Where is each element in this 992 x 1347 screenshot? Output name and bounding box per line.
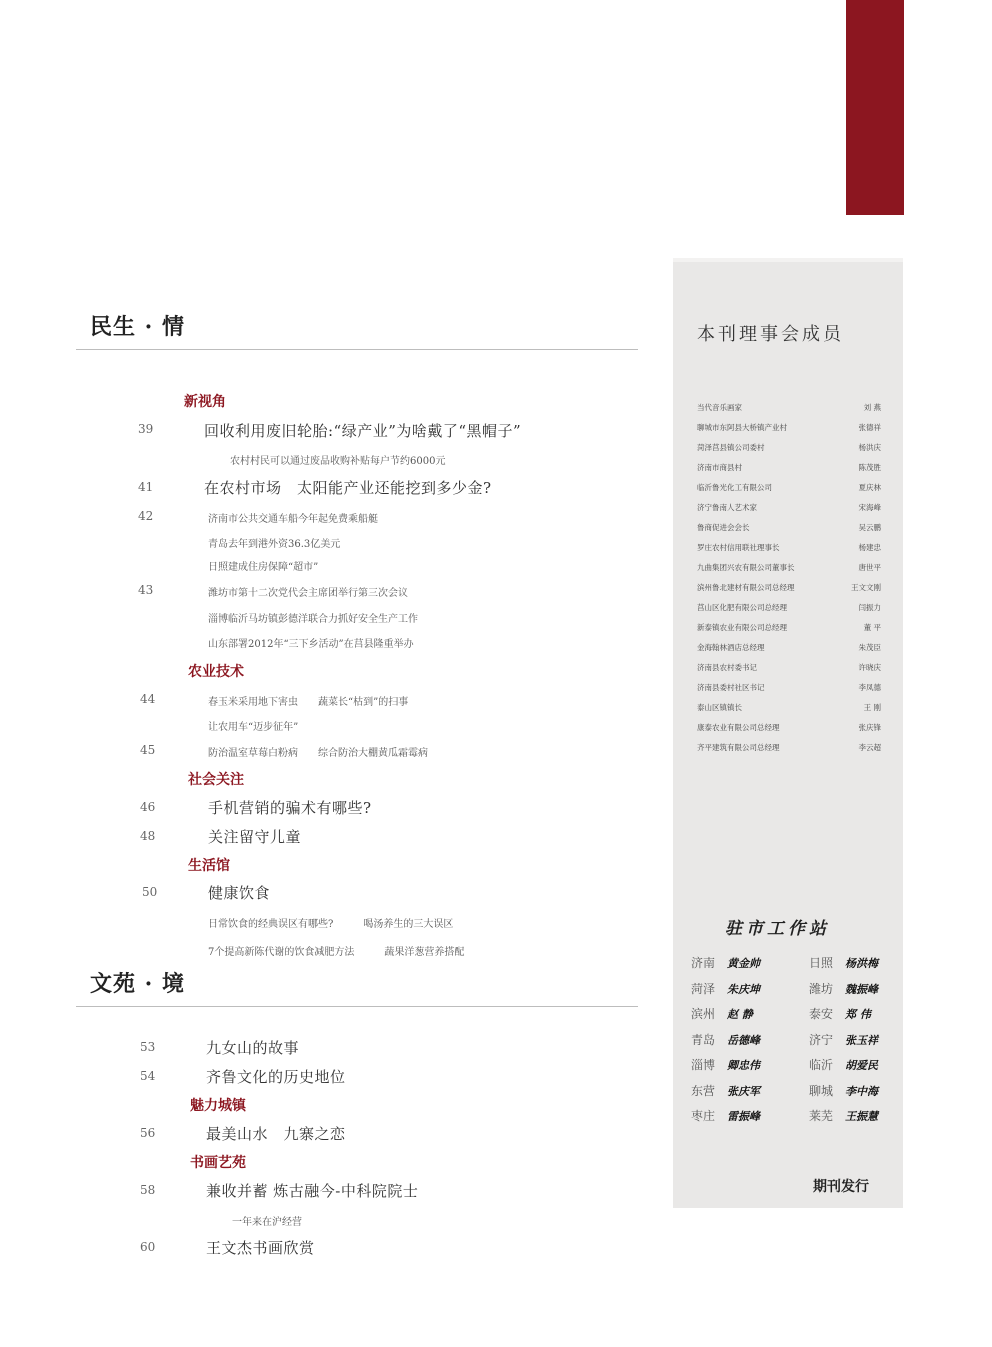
- toc-entry-subtitle[interactable]: 济南市公共交通车船今年起免费乘船艇: [208, 514, 378, 525]
- station-city: 莱芜: [809, 1109, 834, 1123]
- member-org: 康泰农业有限公司总经理: [697, 723, 780, 732]
- member-name: 董 平: [863, 623, 881, 632]
- member-name: 宋海峰: [858, 503, 881, 512]
- station-city: 菏泽: [691, 981, 716, 996]
- member-name: 刘 燕: [863, 403, 881, 412]
- station-entry: [809, 954, 878, 971]
- category-shuhua: 书画艺苑: [190, 1155, 246, 1171]
- section-header-minsheng: [76, 310, 638, 350]
- page-number: 56: [140, 1126, 156, 1140]
- station-entry: [809, 1005, 871, 1022]
- page-number: 39: [138, 422, 154, 436]
- sidebar-title: 本刊理事会成员: [697, 324, 844, 345]
- member-org: 济南市商县村: [697, 463, 742, 472]
- member-org: 当代音乐画家: [697, 403, 742, 412]
- toc-entry-subtitle[interactable]: 日照建成住房保障“超市”: [208, 562, 319, 573]
- station-person: 魏振峰: [845, 982, 878, 996]
- toc-entry-subtitle[interactable]: 7个提高新陈代谢的饮食减肥方法 蔬果洋葱营养搭配: [208, 947, 465, 958]
- toc-entry-title[interactable]: 兼收并蓄 炼古融今-中科院院士: [206, 1182, 419, 1200]
- station-entry: [691, 1005, 753, 1022]
- member-org: 泰山区镇镇长: [697, 703, 742, 712]
- station-person: 黄金帅: [727, 957, 760, 970]
- station-city: 泰安: [809, 1007, 834, 1021]
- category-meili: 魅力城镇: [190, 1098, 246, 1114]
- station-city: 日照: [809, 956, 834, 970]
- member-name: 夏庆林: [858, 483, 881, 492]
- member-org: 聊城市东阿县大桥镇产业村: [697, 423, 787, 432]
- section-title: 民生 · 情: [90, 314, 185, 340]
- station-person: 郑 伟: [845, 1008, 871, 1021]
- station-person: 张玉祥: [845, 1033, 878, 1047]
- station-city: 临沂: [809, 1058, 834, 1072]
- member-name: 朱茂臣: [858, 643, 881, 652]
- member-org: 菏泽莒县镇公司委村: [697, 443, 765, 452]
- page-number: 43: [138, 583, 154, 597]
- station-city: 淄博: [691, 1058, 716, 1072]
- page-number: 44: [140, 692, 156, 706]
- station-person: 张庆军: [727, 1084, 760, 1098]
- member-org: 九曲集团兴农有限公司董事长: [697, 563, 795, 572]
- category-xinshijiao: 新视角: [184, 394, 226, 410]
- toc-entry-subtitle[interactable]: 让农用车“迈步征年”: [208, 722, 299, 733]
- station-person: 雷振峰: [727, 1110, 760, 1123]
- station-person: 卿忠伟: [727, 1059, 760, 1072]
- page-number: 54: [140, 1069, 156, 1083]
- member-name: 杨建忠: [858, 543, 881, 552]
- toc-entry-title[interactable]: 在农村市场 太阳能产业还能挖到多少金?: [204, 479, 492, 497]
- toc-entry-title[interactable]: 回收利用废旧轮胎:“绿产业”为啥戴了“黑帽子”: [204, 422, 522, 440]
- station-person: 朱庆坤: [727, 982, 760, 996]
- member-name: 王文文刚: [851, 583, 881, 592]
- page-number: 42: [138, 509, 154, 523]
- toc-entry-subtitle: 一年来在沪经营: [232, 1217, 302, 1228]
- category-nongye: 农业技术: [188, 664, 244, 680]
- category-shenghuo: 生活馆: [188, 858, 230, 874]
- toc-entry-subtitle[interactable]: 青岛去年到港外资36.3亿美元: [208, 539, 341, 550]
- member-org: 济宁鲁南人艺术家: [697, 503, 757, 512]
- member-name: 李云超: [858, 743, 881, 752]
- member-org: 鲁商促进会会长: [697, 523, 750, 532]
- station-person: 李中海: [845, 1084, 878, 1098]
- station-entry: [809, 1031, 878, 1048]
- station-city: 济南: [691, 956, 716, 970]
- member-org: 莒山区化肥有限公司总经理: [697, 603, 787, 612]
- toc-entry-title[interactable]: 手机营销的骗术有哪些?: [208, 799, 372, 817]
- toc-entry-title[interactable]: 健康饮食: [208, 884, 271, 902]
- station-entry: [809, 1107, 878, 1124]
- station-city: 滨州: [691, 1007, 716, 1021]
- station-entry: [809, 1056, 878, 1073]
- toc-entry-subtitle[interactable]: 潍坊市第十二次党代会主席团举行第三次会议: [208, 588, 408, 599]
- toc-entry-subtitle[interactable]: 日常饮食的经典误区有哪些? 喝汤养生的三大误区: [208, 919, 454, 930]
- category-shehui: 社会关注: [188, 772, 244, 788]
- station-city: 枣庄: [691, 1109, 716, 1123]
- member-name: 王 刚: [863, 703, 881, 712]
- station-city: 聊城: [809, 1083, 834, 1098]
- page-number: 41: [138, 480, 154, 494]
- station-title: 驻市工作站: [725, 919, 830, 939]
- page-number: 50: [142, 885, 158, 899]
- station-entry: [809, 1082, 878, 1099]
- station-entry: [691, 1056, 760, 1073]
- member-name: 吴云鹏: [858, 523, 881, 532]
- station-entry: [691, 980, 760, 997]
- publisher-logo: 期刊发行: [813, 1179, 869, 1195]
- toc-entry-subtitle[interactable]: 春玉米采用地下害虫 蔬菜长“枯到”的扫事: [208, 697, 409, 708]
- toc-entry-title[interactable]: 最美山水 九寨之恋: [206, 1125, 346, 1143]
- toc-entry-title[interactable]: 关注留守儿童: [208, 828, 302, 846]
- member-name: 闫振力: [858, 603, 881, 612]
- member-name: 许晓庆: [858, 663, 881, 672]
- station-person: 杨洪梅: [845, 957, 878, 970]
- toc-entry-subtitle[interactable]: 山东部署2012年“三下乡活动”在莒县隆重举办: [208, 639, 414, 650]
- member-org: 济南县农村委书记: [697, 663, 757, 672]
- station-person: 胡爱民: [845, 1059, 878, 1072]
- station-person: 岳德峰: [727, 1033, 760, 1047]
- member-name: 张庆锋: [858, 723, 881, 732]
- toc-entry-subtitle: 农村村民可以通过废品收购补贴每户节约6000元: [230, 456, 446, 467]
- toc-entry-title[interactable]: 王文杰书画欣赏: [206, 1239, 315, 1257]
- station-city: 青岛: [691, 1032, 716, 1047]
- station-entry: [809, 980, 878, 997]
- section-header-wenyuan: [76, 967, 638, 1007]
- member-name: 杨洪庆: [858, 443, 881, 452]
- member-org: 罗庄农村信用联社理事长: [697, 543, 780, 552]
- member-org: 金海翰林酒店总经理: [697, 643, 765, 652]
- member-name: 陈茂胜: [858, 463, 881, 472]
- toc-entry-title[interactable]: 九女山的故事: [206, 1039, 300, 1057]
- station-city: 东营: [691, 1083, 716, 1098]
- station-entry: [691, 1031, 760, 1048]
- member-org: 滨州鲁北建材有限公司总经理: [697, 583, 795, 592]
- station-entry: [691, 954, 760, 971]
- sidebar-panel: [673, 258, 903, 1208]
- member-name: 张德祥: [858, 423, 881, 432]
- station-person: 赵 静: [727, 1008, 753, 1021]
- toc-entry-title[interactable]: 齐鲁文化的历史地位: [206, 1068, 346, 1086]
- station-entry: [691, 1082, 760, 1099]
- station-city: 潍坊: [809, 981, 834, 996]
- page-number: 48: [140, 829, 156, 843]
- toc-entry-subtitle[interactable]: 防治温室草莓白粉病 综合防治大棚黄瓜霜霉病: [208, 748, 428, 759]
- member-name: 李凤德: [858, 683, 881, 692]
- station-city: 济宁: [809, 1032, 834, 1047]
- member-name: 唐世平: [858, 563, 881, 572]
- page-number: 60: [140, 1240, 156, 1254]
- page-number: 45: [140, 743, 156, 757]
- member-org: 济南县委村社区书记: [697, 683, 765, 692]
- page-number: 46: [140, 800, 156, 814]
- station-entry: [691, 1107, 760, 1124]
- page-number: 58: [140, 1183, 156, 1197]
- member-org: 新泰镇农业有限公司总经理: [697, 623, 787, 632]
- station-person: 王振慧: [845, 1110, 878, 1123]
- member-org: 齐平建筑有限公司总经理: [697, 743, 780, 752]
- page-number: 53: [140, 1040, 156, 1054]
- member-org: 临沂鲁光化工有限公司: [697, 483, 772, 492]
- red-corner-tab: [846, 0, 904, 215]
- section-title: 文苑 · 境: [90, 971, 185, 997]
- toc-entry-subtitle[interactable]: 淄博临沂马坊镇彭德洋联合力抓好安全生产工作: [208, 614, 418, 625]
